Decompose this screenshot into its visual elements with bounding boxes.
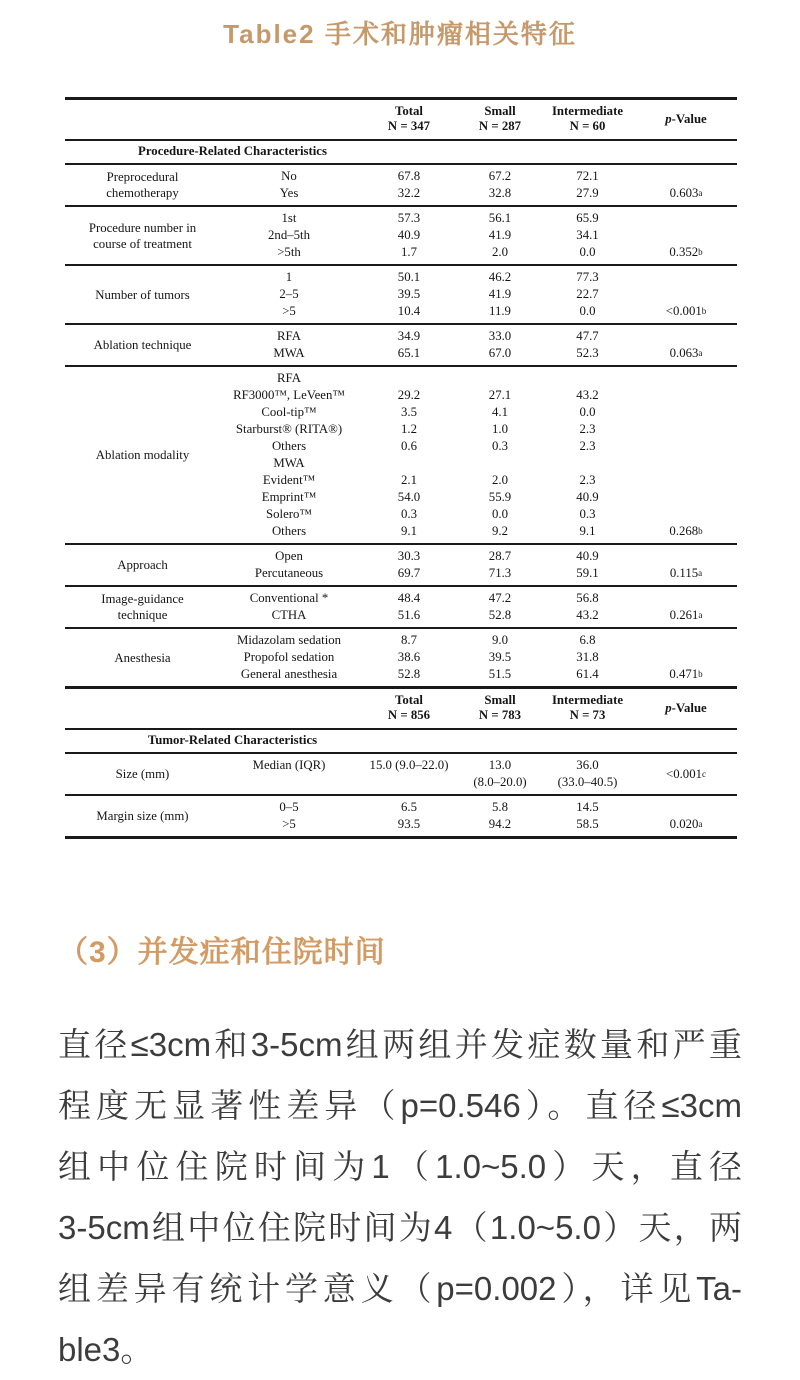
cell-total: 52.8 <box>397 667 421 681</box>
table-row <box>220 185 635 202</box>
cell-small: 94.2 <box>488 817 512 831</box>
row-sublabel: 1 <box>285 270 293 284</box>
row-sublabel: RFA <box>277 371 301 385</box>
cell-total: 0.6 <box>401 439 417 453</box>
table-row <box>220 438 635 455</box>
section-heading: （3）并发症和住院时间 <box>58 936 386 969</box>
row-sublabel: CTHA <box>271 608 307 622</box>
cell-total <box>358 455 460 472</box>
cell-total: 39.5 <box>397 287 421 301</box>
p-value-cell: 0.471 b <box>669 667 703 681</box>
table-row <box>220 244 635 261</box>
cell-intermediate: 0.0 <box>579 405 596 419</box>
cell-intermediate <box>540 455 635 472</box>
cell-small: 5.8 <box>492 800 508 814</box>
table-header-row <box>65 686 737 730</box>
cell-total: 29.2 <box>397 388 421 402</box>
cell-total: 50.1 <box>397 270 421 284</box>
table-group <box>65 367 737 545</box>
p-value-cell: 0.268 b <box>669 524 703 538</box>
table-row <box>220 607 635 624</box>
cell-total: 3.5 <box>401 405 417 419</box>
cell-small: 0.0 <box>492 507 508 521</box>
cell-small: 4.1 <box>492 405 508 419</box>
paragraph-line: 直径≤3cm和3-5cm组两组并发症数量和严重 <box>58 1026 742 1063</box>
table-row <box>220 799 635 816</box>
cell-small: 13.0 (8.0–20.0) <box>473 758 527 789</box>
section-title-row <box>65 141 737 165</box>
cell-total: 65.1 <box>397 346 421 360</box>
cell-total: 93.5 <box>397 817 421 831</box>
group-rows <box>220 210 635 261</box>
cell-small: 0.3 <box>492 439 508 453</box>
cell-intermediate: 61.4 <box>576 667 599 681</box>
cell-total: 32.2 <box>397 186 421 200</box>
cell-small: 39.5 <box>488 650 512 664</box>
row-sublabel: Solero™ <box>266 507 312 521</box>
cell-total: 67.8 <box>397 169 421 183</box>
column-header-intermediate: Intermediate N = 60 <box>551 104 624 133</box>
paragraph-line: 组差异有统计学意义（p=0.002），详见Ta- <box>58 1270 742 1307</box>
cell-small: 1.0 <box>492 422 508 436</box>
paragraph-line: 组中位住院时间为1（1.0~5.0）天，直径 <box>58 1148 742 1185</box>
cell-intermediate: 58.5 <box>576 817 599 831</box>
cell-intermediate: 43.2 <box>576 388 599 402</box>
table-row <box>220 632 635 649</box>
column-header-total: Total N = 347 <box>387 104 431 133</box>
data-table <box>65 97 737 839</box>
table-row <box>220 455 635 472</box>
cell-small: 27.1 <box>488 388 512 402</box>
row-sublabel: General anesthesia <box>240 667 338 681</box>
cell-total: 2.1 <box>401 473 417 487</box>
cell-intermediate: 72.1 <box>576 169 599 183</box>
table-row <box>220 666 635 683</box>
table-row <box>220 168 635 185</box>
table-row <box>220 548 635 565</box>
cell-small: 51.5 <box>488 667 512 681</box>
row-sublabel: Propofol sedation <box>243 650 335 664</box>
table-row <box>220 303 635 320</box>
column-header-pvalue: p-Value <box>665 700 707 715</box>
table-section-1 <box>65 97 737 686</box>
table-group <box>65 266 737 325</box>
cell-small <box>460 455 540 472</box>
column-header-small: Small N = 287 <box>478 104 522 133</box>
cell-small: 9.0 <box>492 633 508 647</box>
row-label: Image-guidance technique <box>101 592 184 622</box>
cell-total: 38.6 <box>397 650 421 664</box>
cell-total: 15.0 (9.0–22.0) <box>369 758 449 772</box>
section-title-row <box>65 730 737 754</box>
row-sublabel: Conventional * <box>249 591 329 605</box>
table-row <box>220 489 635 506</box>
row-sublabel: >5 <box>282 304 296 318</box>
row-sublabel: Starburst® (RITA®) <box>235 422 343 436</box>
cell-small: 46.2 <box>488 270 512 284</box>
cell-small: 71.3 <box>488 566 512 580</box>
table-group <box>65 545 737 587</box>
cell-small: 9.2 <box>492 524 508 538</box>
table-row <box>220 404 635 421</box>
cell-total: 6.5 <box>401 800 417 814</box>
cell-small: 52.8 <box>488 608 512 622</box>
paragraph-line: 3-5cm组中位住院时间为4（1.0~5.0）天，两 <box>58 1209 742 1246</box>
table-row <box>220 565 635 582</box>
cell-small: 55.9 <box>488 490 512 504</box>
group-rows <box>220 590 635 624</box>
table-row <box>220 286 635 303</box>
row-label: Number of tumors <box>95 287 190 302</box>
paragraph-line: 程度无显著性差异（p=0.546）。直径≤3cm <box>58 1087 742 1124</box>
row-label: Approach <box>117 558 168 572</box>
table-row <box>220 387 635 404</box>
table-row <box>220 506 635 523</box>
column-header-total: Total N = 856 <box>387 693 431 722</box>
group-rows <box>220 548 635 582</box>
cell-intermediate: 65.9 <box>576 211 599 225</box>
row-sublabel: 0–5 <box>279 800 299 814</box>
cell-total: 51.6 <box>397 608 421 622</box>
row-sublabel: Open <box>275 549 303 563</box>
cell-intermediate: 0.0 <box>579 245 596 259</box>
p-value-cell: 0.063 a <box>669 346 703 360</box>
row-sublabel: 1st <box>281 211 297 225</box>
cell-total: 54.0 <box>397 490 421 504</box>
table-group <box>65 325 737 367</box>
cell-intermediate: 2.3 <box>579 439 596 453</box>
cell-intermediate: 47.7 <box>576 329 599 343</box>
table-section-2 <box>65 686 737 836</box>
table-row <box>220 345 635 362</box>
row-label: Procedure number in course of treatment <box>88 220 197 251</box>
cell-total: 69.7 <box>397 566 421 580</box>
table-group <box>65 796 737 836</box>
cell-small: 28.7 <box>488 549 512 563</box>
p-value-cell: 0.020 a <box>669 817 703 831</box>
cell-intermediate: 34.1 <box>576 228 599 242</box>
p-value-cell: 0.115 a <box>669 566 703 580</box>
cell-intermediate: 2.3 <box>579 473 596 487</box>
group-rows <box>220 799 635 833</box>
cell-total: 8.7 <box>401 633 417 647</box>
table-row <box>220 590 635 607</box>
group-rows <box>220 269 635 320</box>
cell-small <box>460 370 540 387</box>
row-sublabel: RF3000™, LeVeen™ <box>233 388 345 402</box>
table-row <box>220 816 635 833</box>
cell-total: 0.3 <box>401 507 417 521</box>
cell-small: 2.0 <box>492 245 508 259</box>
p-value-cell: 0.352 b <box>669 245 703 259</box>
cell-intermediate: 22.7 <box>576 287 599 301</box>
column-header-pvalue: p-Value <box>665 111 707 126</box>
cell-small: 33.0 <box>488 329 512 343</box>
table-row <box>220 210 635 227</box>
table-title: Table2 手术和肿瘤相关特征 <box>223 19 577 49</box>
table-row <box>220 523 635 540</box>
cell-intermediate: 59.1 <box>576 566 599 580</box>
cell-total: 48.4 <box>397 591 421 605</box>
cell-small: 41.9 <box>488 228 512 242</box>
table-group <box>65 165 737 207</box>
cell-intermediate <box>540 370 635 387</box>
table-group <box>65 587 737 629</box>
cell-intermediate: 56.8 <box>576 591 599 605</box>
cell-intermediate: 40.9 <box>576 549 599 563</box>
row-label: Ablation technique <box>93 338 192 352</box>
row-sublabel: Emprint™ <box>261 490 317 504</box>
cell-total: 9.1 <box>401 524 417 538</box>
row-sublabel: Others <box>271 524 307 538</box>
table-row <box>220 757 635 791</box>
section-title: Procedure-Related Characteristics <box>138 144 327 158</box>
cell-total: 40.9 <box>397 228 421 242</box>
column-header-intermediate: Intermediate N = 73 <box>551 693 624 722</box>
table-group <box>65 629 737 686</box>
row-sublabel: Median (IQR) <box>252 758 326 772</box>
cell-total: 30.3 <box>397 549 421 563</box>
body-paragraph <box>58 1014 742 1380</box>
cell-intermediate: 43.2 <box>576 608 599 622</box>
p-value-cell: <0.001 c <box>665 766 706 781</box>
cell-small: 41.9 <box>488 287 512 301</box>
cell-intermediate: 40.9 <box>576 490 599 504</box>
cell-total: 1.2 <box>401 422 417 436</box>
cell-small: 32.8 <box>488 186 512 200</box>
row-sublabel: Evident™ <box>262 473 316 487</box>
cell-total: 34.9 <box>397 329 421 343</box>
cell-total: 1.7 <box>401 245 417 259</box>
table-header-row <box>65 97 737 141</box>
table-row <box>220 328 635 345</box>
row-sublabel: RFA <box>277 329 301 343</box>
p-value-cell: 0.261 a <box>669 608 703 622</box>
row-label: Ablation modality <box>95 448 190 462</box>
cell-intermediate: 9.1 <box>579 524 596 538</box>
cell-intermediate: 77.3 <box>576 270 599 284</box>
row-sublabel: Others <box>271 439 307 453</box>
cell-small: 56.1 <box>488 211 512 225</box>
section-title: Tumor-Related Characteristics <box>147 733 318 747</box>
cell-small: 67.2 <box>488 169 512 183</box>
cell-total: 10.4 <box>397 304 421 318</box>
cell-intermediate: 27.9 <box>576 186 599 200</box>
cell-small: 67.0 <box>488 346 512 360</box>
column-header-small: Small N = 783 <box>478 693 522 722</box>
row-label: Preprocedural chemotherapy <box>106 170 179 200</box>
cell-intermediate: 0.0 <box>579 304 596 318</box>
group-rows <box>220 328 635 362</box>
table-row <box>220 269 635 286</box>
cell-intermediate: 0.3 <box>579 507 596 521</box>
table-group <box>65 754 737 796</box>
group-rows <box>220 632 635 683</box>
group-rows <box>220 370 635 540</box>
cell-intermediate: 31.8 <box>576 650 599 664</box>
cell-intermediate: 2.3 <box>579 422 596 436</box>
p-value-cell: <0.001 b <box>665 304 707 318</box>
row-sublabel: MWA <box>273 346 305 360</box>
p-value-cell: 0.603 a <box>669 186 703 200</box>
row-sublabel: Midazolam sedation <box>236 633 342 647</box>
row-sublabel: Yes <box>279 186 299 200</box>
table-row <box>220 370 635 387</box>
row-sublabel: >5th <box>277 245 301 259</box>
row-label: Size (mm) <box>115 767 170 781</box>
cell-total <box>358 370 460 387</box>
row-sublabel: Percutaneous <box>254 566 324 580</box>
cell-intermediate: 6.8 <box>579 633 596 647</box>
cell-small: 47.2 <box>488 591 512 605</box>
row-sublabel: No <box>281 169 297 183</box>
cell-intermediate: 36.0 (33.0–40.5) <box>557 758 618 789</box>
group-rows <box>220 168 635 202</box>
cell-small: 2.0 <box>492 473 508 487</box>
paragraph-line: ble3。 <box>58 1331 154 1368</box>
table-row <box>220 472 635 489</box>
row-sublabel: >5 <box>282 817 296 831</box>
row-sublabel: Cool-tip™ <box>261 405 317 419</box>
cell-small: 11.9 <box>489 304 511 318</box>
row-sublabel: 2–5 <box>279 287 299 301</box>
group-rows <box>220 757 635 791</box>
cell-intermediate: 14.5 <box>576 800 599 814</box>
row-sublabel: 2nd–5th <box>268 228 310 242</box>
table-row <box>220 649 635 666</box>
table-row <box>220 421 635 438</box>
cell-total: 57.3 <box>397 211 421 225</box>
row-sublabel: MWA <box>273 456 305 470</box>
table-group <box>65 207 737 266</box>
cell-intermediate: 52.3 <box>576 346 599 360</box>
row-label: Margin size (mm) <box>96 809 189 823</box>
row-label: Anesthesia <box>114 650 171 665</box>
table-row <box>220 227 635 244</box>
